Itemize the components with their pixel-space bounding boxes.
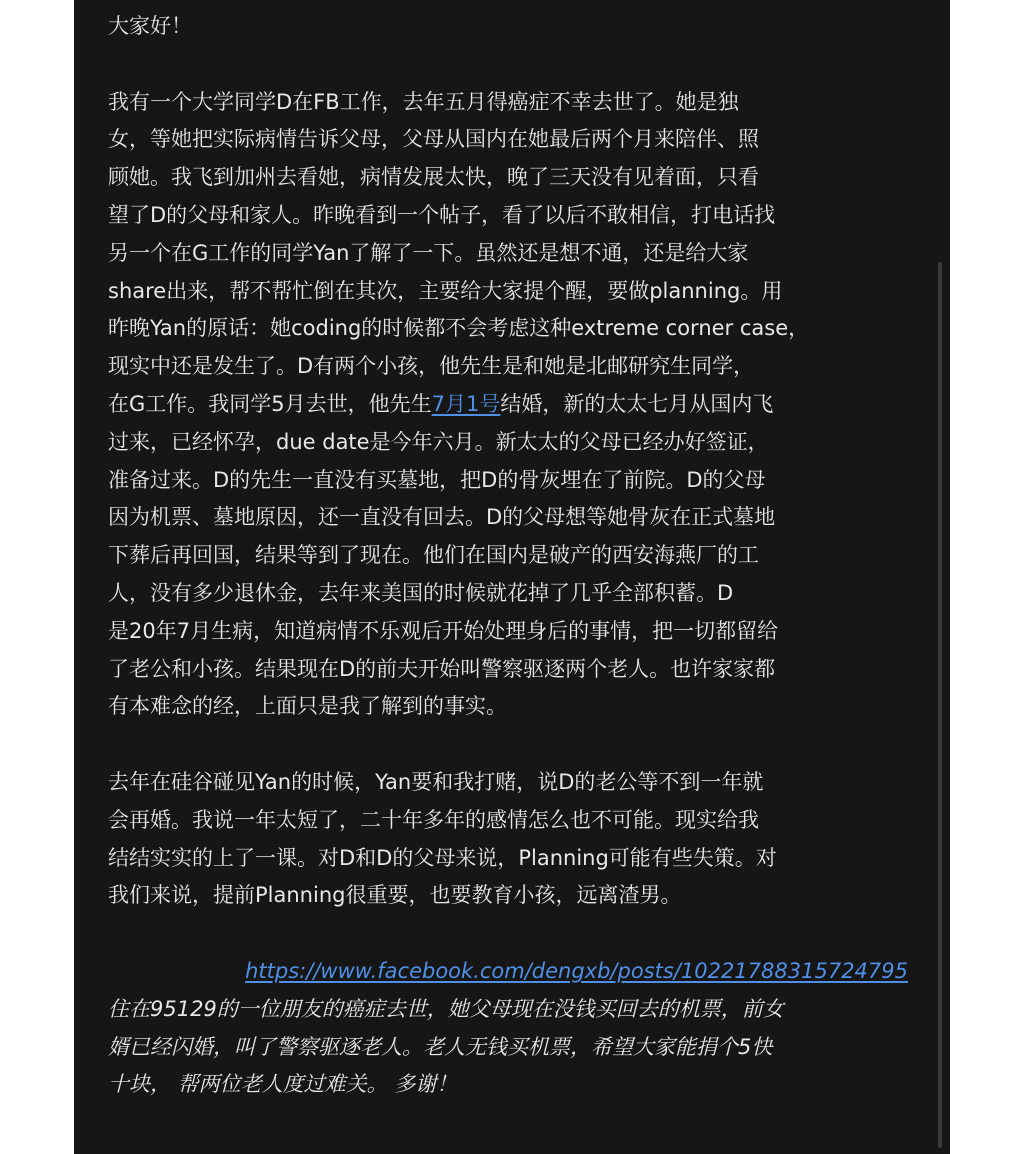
paragraph-line: 望了D的父母和家人。昨晚看到一个帖子，看了以后不敢相信，打电话找 — [108, 202, 776, 227]
text-segment: 结婚，新的太太七月从国内飞 — [500, 391, 774, 416]
paragraph-line: 有本难念的经，上面只是我了解到的事实。 — [108, 694, 507, 719]
paragraph-line: 因为机票、墓地原因，还一直没有回去。D的父母想等她骨灰在正式墓地 — [108, 505, 776, 530]
paragraph-gap — [108, 726, 908, 764]
date-link[interactable]: 7月1号 — [431, 391, 501, 416]
paragraph-line: 我们来说，提前Planning很重要，也要教育小孩，远离渣男。 — [108, 883, 682, 908]
quoted-line: 婿已经闪婚，叫了警察驱逐老人。老人无钱买机票，希望大家能捐个5快 — [108, 1034, 773, 1059]
quoted-line: 十块， 帮两位老人度过难关。 多谢！ — [108, 1072, 458, 1097]
paragraph-line: 女，等她把实际病情告诉父母，父母从国内在她最后两个月来陪伴、照 — [108, 127, 759, 152]
paragraph-line: 下葬后再回国，结果等到了现在。他们在国内是破产的西安海燕厂的工 — [108, 543, 759, 568]
paragraph-gap — [108, 915, 908, 953]
paragraph-gap — [108, 46, 908, 84]
paragraph-line: 结结实实的上了一课。对D和D的父母来说，Planning可能有些失策。对 — [108, 845, 777, 870]
paragraph-line: 会再婚。我说一年太短了，二十年多年的感情怎么也不可能。现实给我 — [108, 807, 759, 832]
post-body — [108, 8, 908, 1104]
post-panel — [74, 0, 950, 1154]
text-segment: 在G工作。我同学5月去世，他先生 — [108, 391, 432, 416]
paragraph-line-with-date-link — [108, 386, 908, 424]
scrollbar[interactable] — [938, 262, 942, 1148]
paragraph-line: share出来，帮不帮忙倒在其次，主要给大家提个醒，要做planning。用 — [108, 278, 783, 303]
paragraph-line: 我有一个大学同学D在FB工作，去年五月得癌症不幸去世了。她是独 — [108, 89, 739, 114]
paragraph-line: 是20年7月生病，知道病情不乐观后开始处理身后的事情，把一切都留给 — [108, 618, 779, 643]
paragraph-line: 去年在硅谷碰见Yan的时候，Yan要和我打赌，说D的老公等不到一年就 — [108, 769, 764, 794]
paragraph-line: 顾她。我飞到加州去看她，病情发展太快，晚了三天没有见着面，只看 — [108, 165, 759, 190]
paragraph-line: 现实中还是发生了。D有两个小孩，他先生是和她是北邮研究生同学， — [108, 354, 755, 379]
quoted-url-line — [108, 953, 908, 991]
paragraph-line: 了老公和小孩。结果现在D的前夫开始叫警察驱逐两个老人。也许家家都 — [108, 656, 776, 681]
greeting-line: 大家好！ — [108, 14, 192, 38]
paragraph-line: 准备过来。D的先生一直没有买墓地，把D的骨灰埋在了前院。D的父母 — [108, 467, 766, 492]
facebook-post-link[interactable]: https://www.facebook.com/dengxb/posts/10221788315724795 — [245, 958, 908, 983]
paragraph-line: 另一个在G工作的同学Yan了解了一下。虽然还是想不通，还是给大家 — [108, 240, 749, 265]
paragraph-line: 昨晚Yan的原话：她coding的时候都不会考虑这种extreme corner case， — [108, 316, 810, 341]
paragraph-line: 人，没有多少退休金，去年来美国的时候就花掉了几乎全部积蓄。D — [108, 580, 734, 605]
quoted-line: 住在95129的一位朋友的癌症去世，她父母现在没钱买回去的机票，前女 — [108, 996, 784, 1021]
paragraph-line: 过来，已经怀孕，due date是今年六月。新太太的父母已经办好签证， — [108, 429, 769, 454]
